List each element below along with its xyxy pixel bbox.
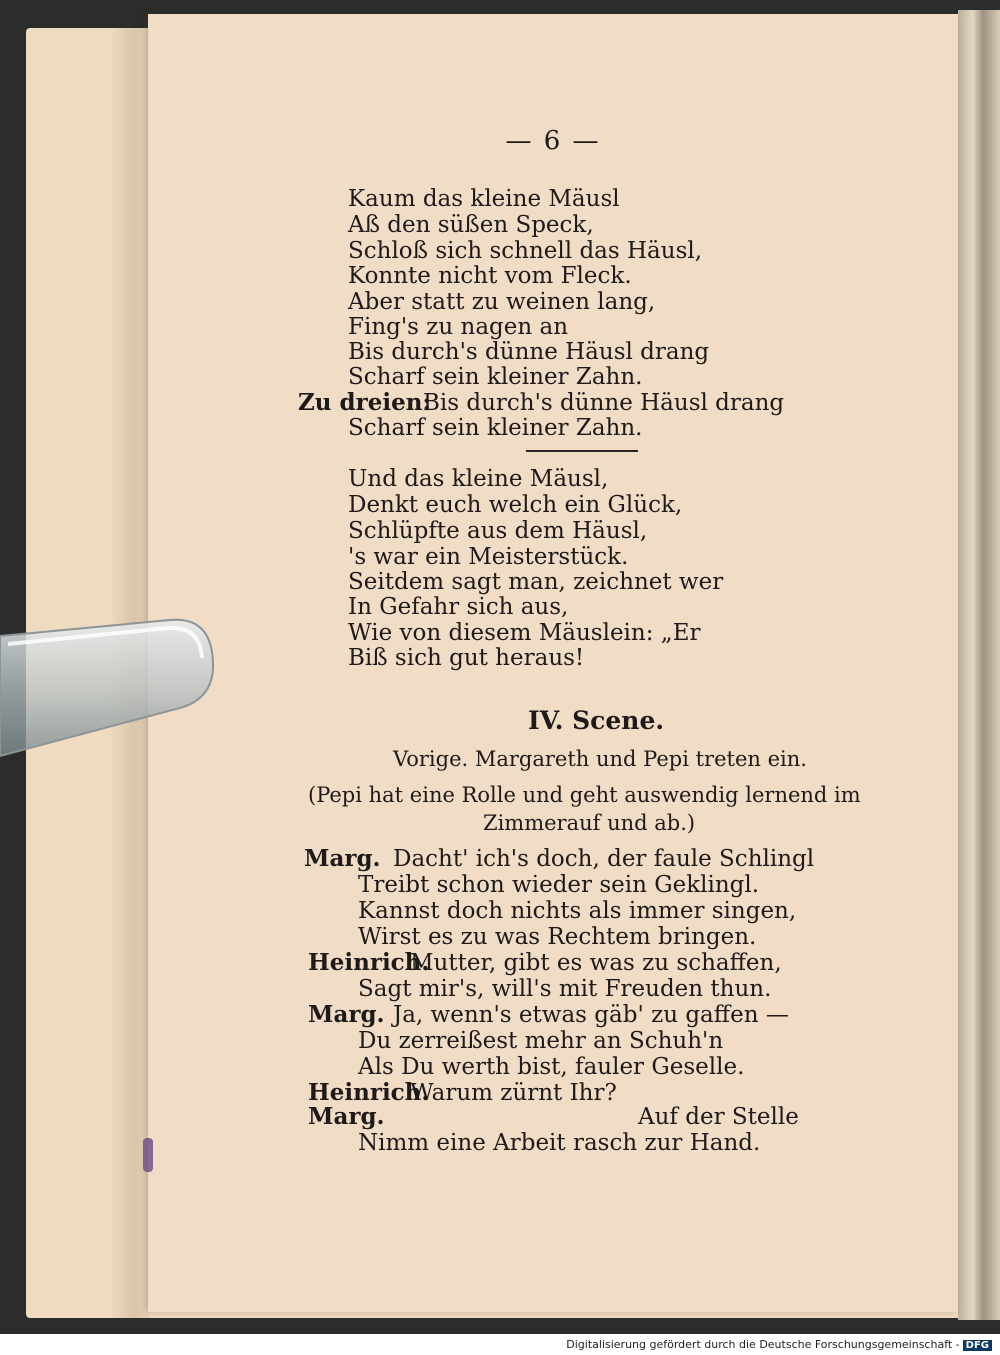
dialogue-speaker: Heinrich.	[308, 1079, 430, 1106]
dialogue-line: Auf der Stelle	[638, 1104, 799, 1130]
right-page-edges	[958, 10, 1000, 1320]
verse-line: Schlüpfte aus dem Häusl,	[348, 518, 648, 544]
chorus-line: Scharf sein kleiner Zahn.	[348, 415, 643, 441]
dialogue-line: Dacht' ich's doch, der faule Schlingl	[393, 846, 815, 872]
verse-line: 's war ein Meisterstück.	[348, 544, 629, 570]
verse-line: Scharf sein kleiner Zahn.	[348, 364, 643, 390]
dialogue-line: Sagt mir's, will's mit Freuden thun.	[358, 976, 772, 1002]
dialogue-line: Treibt schon wieder sein Geklingl.	[358, 872, 760, 898]
dialogue-line: Nimm eine Arbeit rasch zur Hand.	[358, 1130, 761, 1156]
verse-line: Denkt euch welch ein Glück,	[348, 492, 683, 518]
dialogue-speaker: Marg.	[308, 1103, 385, 1130]
page-number: — 6 —	[505, 126, 601, 156]
library-stamp-mark	[143, 1138, 153, 1172]
book-page	[148, 14, 958, 1312]
dialogue-line: Ja, wenn's etwas gäb' zu gaffen —	[393, 1002, 789, 1028]
verse-line: Fing's zu nagen an	[348, 314, 569, 340]
stage-direction: Zimmerauf und ab.)	[483, 811, 696, 835]
dialogue-line: Als Du werth bist, fauler Geselle.	[358, 1054, 745, 1080]
verse-line: Konnte nicht vom Fleck.	[348, 263, 632, 289]
dialogue-line: Du zerreißest mehr an Schuh'n	[358, 1028, 724, 1054]
dialogue-line: Kannst doch nichts als immer singen,	[358, 898, 797, 924]
verse-line: In Gefahr sich aus,	[348, 594, 569, 620]
section-divider	[526, 450, 638, 452]
verse-line: Und das kleine Mäusl,	[348, 466, 609, 492]
dialogue-speaker: Marg.	[304, 845, 381, 872]
dialogue-speaker: Marg.	[308, 1001, 385, 1028]
verse-line: Aber statt zu weinen lang,	[348, 289, 656, 315]
dialogue-line: Warum zürnt Ihr?	[410, 1080, 617, 1106]
dialogue-line: Mutter, gibt es was zu schaffen,	[410, 950, 782, 976]
verse-line: Kaum das kleine Mäusl	[348, 186, 620, 212]
verse-line: Seitdem sagt man, zeichnet wer	[348, 569, 724, 595]
stage-direction: Vorige. Margareth und Pepi treten ein.	[393, 747, 807, 771]
dialogue-speaker: Heinrich.	[308, 949, 430, 976]
verse-line: Wie von diesem Mäuslein: „Er	[348, 620, 701, 646]
dialogue-line: Wirst es zu was Rechtem bringen.	[358, 924, 757, 950]
verse-line: Bis durch's dünne Häusl drang	[348, 339, 710, 365]
digitization-credit	[566, 1338, 992, 1351]
verse-line: Schloß sich schnell das Häusl,	[348, 238, 703, 264]
chorus-line: Bis durch's dünne Häusl drang	[423, 390, 785, 416]
page-holder-clip	[0, 614, 215, 764]
verse-line: Biß sich gut heraus!	[348, 645, 585, 671]
chorus-speaker: Zu dreien:	[298, 389, 431, 416]
scene-title: IV. Scene.	[528, 706, 665, 735]
credit-text: Digitalisierung gefördert durch die Deutsche Forschungsgemeinschaft -	[566, 1338, 960, 1351]
verse-line: Aß den süßen Speck,	[348, 212, 594, 238]
stage-direction: (Pepi hat eine Rolle und geht auswendig lernend im	[308, 783, 861, 807]
dfg-logo: DFG	[963, 1340, 992, 1351]
